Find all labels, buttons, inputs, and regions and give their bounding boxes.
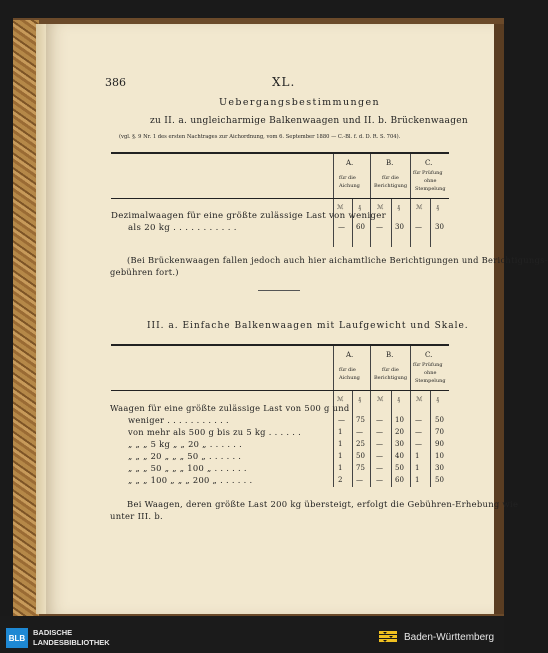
- col-c-text: ohne: [424, 370, 437, 376]
- col-c-text: Stempelung: [415, 378, 446, 384]
- table2-cell: —: [376, 428, 383, 436]
- table1-cell: 30: [435, 223, 444, 231]
- table2-cell: —: [376, 476, 383, 484]
- unit-pf: ₰: [397, 204, 400, 211]
- col-b-text: Berichtigung: [374, 375, 408, 381]
- col-a-text: für die: [339, 175, 356, 181]
- table2-cell: 20: [395, 428, 404, 436]
- col-c-letter: C.: [425, 159, 433, 167]
- closing-text: Bei Waagen, deren größte Last 200 kg übersteigt, erfolgt die Gebühren-Erhebung wie: [127, 499, 519, 509]
- table1-divider: [410, 154, 411, 198]
- table1-divider: [430, 199, 431, 247]
- table2-cell: 10: [395, 416, 404, 424]
- col-a-text: für die: [339, 367, 356, 373]
- table2-cell: 50: [435, 416, 444, 424]
- state-name[interactable]: Baden-Württemberg: [404, 632, 495, 643]
- table2-cell: —: [356, 428, 363, 436]
- table1-row-label: als 20 kg . . . . . . . . . . .: [128, 223, 237, 233]
- table2-divider: [430, 391, 431, 487]
- table1-cell: —: [415, 223, 422, 231]
- col-c-text: ohne: [424, 178, 437, 184]
- unit-mark: ℳ: [416, 396, 423, 403]
- table1-cell: 60: [356, 223, 365, 231]
- unit-pf: ₰: [397, 396, 400, 403]
- chapter-number: XL.: [272, 75, 296, 89]
- table1-cell: —: [376, 223, 383, 231]
- table2-cell: 1: [338, 428, 343, 436]
- table2-divider: [370, 346, 371, 390]
- library-name[interactable]: [33, 628, 110, 648]
- table1-divider: [410, 199, 411, 247]
- library-name-line: BADISCHE: [33, 628, 73, 637]
- col-b-letter: B.: [386, 351, 394, 359]
- col-b-letter: B.: [386, 159, 394, 167]
- blb-logo[interactable]: BLB: [6, 628, 28, 648]
- table2-cell: 1: [415, 476, 420, 484]
- table2-row-label: „ „ „ 20 „ „ „ 50 „ . . . . . .: [128, 451, 242, 461]
- table1-cell: —: [338, 223, 345, 231]
- table2-divider: [352, 391, 353, 487]
- table2-divider: [333, 346, 334, 390]
- table2-divider: [410, 391, 411, 487]
- col-b-text: für die: [382, 367, 399, 373]
- table2-row-label: von mehr als 500 g bis zu 5 kg . . . . . .: [128, 427, 302, 437]
- binding-edge: [494, 24, 504, 614]
- table2-cell: 75: [356, 416, 365, 424]
- table2-cell: 75: [356, 464, 365, 472]
- table2-cell: 30: [395, 440, 404, 448]
- table1-cell: 30: [395, 223, 404, 231]
- table2-cell: 40: [395, 452, 404, 460]
- unit-pf: ₰: [436, 204, 439, 211]
- col-c-letter: C.: [425, 351, 433, 359]
- table2-cell: 1: [338, 464, 343, 472]
- col-a-text: Aichung: [339, 183, 360, 189]
- table2-row-label: „ „ „ 50 „ „ „ 100 „ . . . . . .: [128, 463, 247, 473]
- parenthetical-note: gebühren fort.): [110, 267, 179, 277]
- table2-cell: 1: [338, 452, 343, 460]
- table2-cell: 50: [435, 476, 444, 484]
- section2-title: III. a. Einfache Balkenwaagen mit Laufgewicht und Skale.: [147, 321, 469, 331]
- table2-cell: 2: [338, 476, 343, 484]
- table2-cell: —: [415, 440, 422, 448]
- table2-row-label: Waagen für eine größte zulässige Last von 500 g und: [110, 403, 350, 413]
- table2-divider: [391, 391, 392, 487]
- book-page: [46, 24, 494, 614]
- table1-header-rule: [111, 198, 449, 199]
- table2-cell: 1: [338, 440, 343, 448]
- col-c-text: für Prüfung: [413, 362, 443, 368]
- table2-cell: 25: [356, 440, 365, 448]
- table2-row-label: „ „ „ 5 kg „ „ 20 „ . . . . . .: [128, 439, 243, 449]
- table1-row-label: Dezimalwaagen für eine größte zulässige Last von weniger: [111, 211, 387, 221]
- table2-cell: 10: [435, 452, 444, 460]
- table2-cell: —: [338, 416, 345, 424]
- table1-divider: [370, 154, 371, 198]
- section1-title: zu II. a. ungleicharmige Balkenwaagen und II. b. Brückenwaagen: [150, 116, 469, 126]
- table1-divider: [391, 199, 392, 247]
- table2-cell: 70: [435, 428, 444, 436]
- table2-cell: —: [415, 416, 422, 424]
- unit-mark: ℳ: [416, 204, 423, 211]
- table1-divider: [333, 199, 334, 247]
- col-b-text: für die: [382, 175, 399, 181]
- table2-top-rule: [111, 344, 449, 346]
- col-a-letter: A.: [346, 351, 354, 359]
- table2-cell: 50: [395, 464, 404, 472]
- table1-divider: [370, 199, 371, 247]
- table2-divider: [410, 346, 411, 390]
- section-heading: Uebergangsbestimmungen: [219, 97, 381, 108]
- table2-header-rule: [111, 390, 449, 391]
- table1-divider: [352, 199, 353, 247]
- table2-cell: —: [376, 440, 383, 448]
- table2-cell: —: [415, 428, 422, 436]
- col-a-text: Aichung: [339, 375, 360, 381]
- page-number: 386: [105, 76, 126, 89]
- col-c-text: für Prüfung: [413, 170, 443, 176]
- table2-cell: 90: [435, 440, 444, 448]
- library-name-line: LANDESBIBLIOTHEK: [33, 638, 110, 647]
- table1-divider: [333, 154, 334, 198]
- table2-cell: 1: [415, 464, 420, 472]
- table2-cell: —: [356, 476, 363, 484]
- unit-mark: ℳ: [337, 396, 344, 403]
- section1-note: (vgl. §. 9 Nr. 1 des ersten Nachtrages zur Aichordnung, vom 6. September 1880 — C.-Bl. f. d. D. R. S. 704).: [119, 134, 401, 140]
- table2-cell: —: [376, 452, 383, 460]
- unit-mark: ℳ: [337, 204, 344, 211]
- unit-pf: ₰: [358, 396, 361, 403]
- unit-mark: ℳ: [377, 396, 384, 403]
- table2-divider: [370, 391, 371, 487]
- separator-rule: [258, 290, 300, 291]
- table2-cell: —: [376, 416, 383, 424]
- table2-row-label: „ „ „ 100 „ „ „ 200 „ . . . . . .: [128, 475, 253, 485]
- table2-cell: 60: [395, 476, 404, 484]
- closing-text: unter III. b.: [110, 511, 163, 521]
- parenthetical-note: (Bei Brückenwaagen fallen jedoch auch hier aichamtliche Berichtigungen und Berichtigungs-: [127, 255, 548, 265]
- table2-cell: —: [376, 464, 383, 472]
- table2-cell: 1: [415, 452, 420, 460]
- unit-mark: ℳ: [377, 204, 384, 211]
- col-c-text: Stempelung: [415, 186, 446, 192]
- unit-pf: ₰: [358, 204, 361, 211]
- col-b-text: Berichtigung: [374, 183, 408, 189]
- table2-row-label: weniger . . . . . . . . . . .: [128, 415, 229, 425]
- col-a-letter: A.: [346, 159, 354, 167]
- table1-top-rule: [111, 152, 449, 154]
- table2-cell: 50: [356, 452, 365, 460]
- table2-cell: 30: [435, 464, 444, 472]
- coat-of-arms-icon: [378, 629, 398, 646]
- unit-pf: ₰: [436, 396, 439, 403]
